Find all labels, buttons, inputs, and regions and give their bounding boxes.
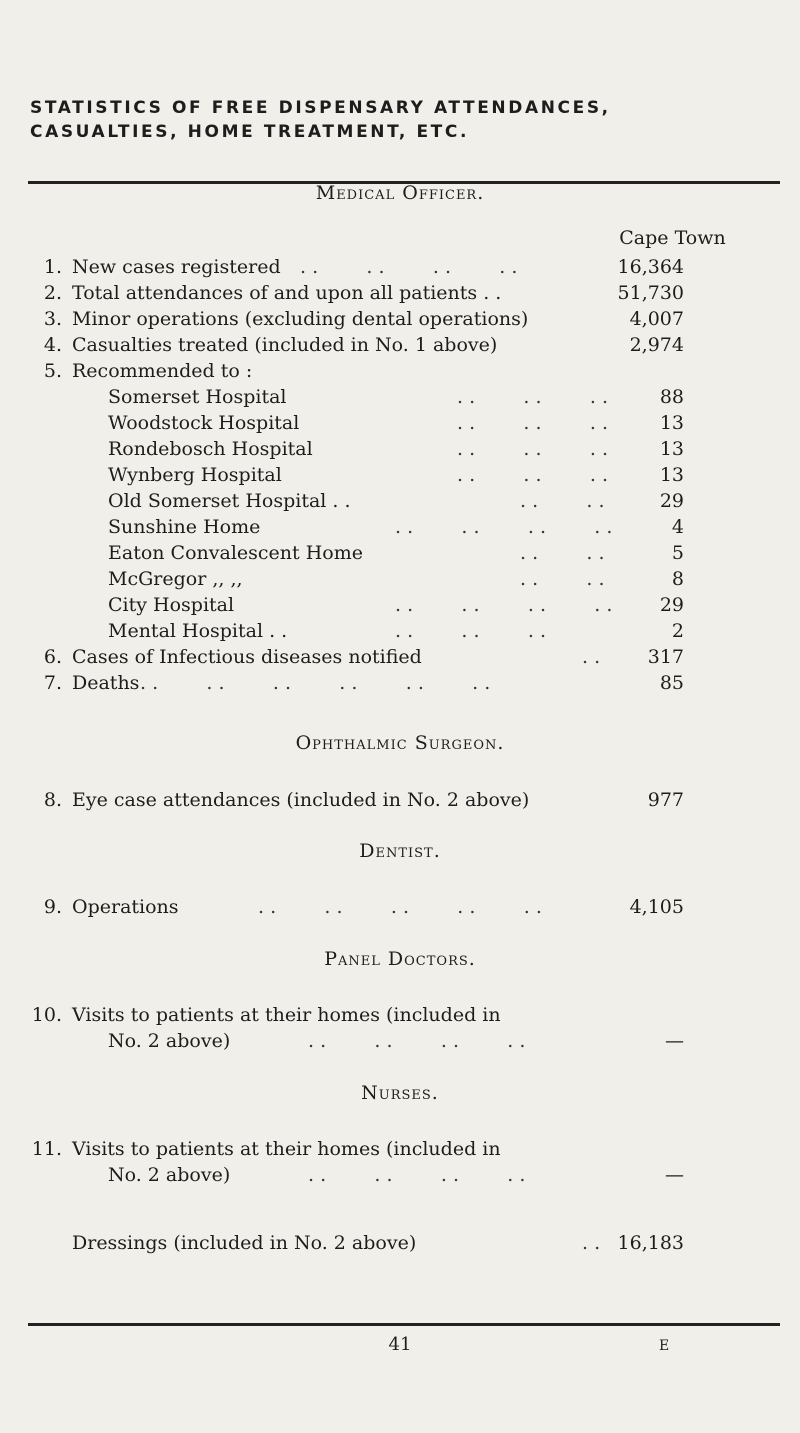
- bottom-rule: [28, 1323, 780, 1326]
- sub-row-value: 5: [671, 542, 684, 564]
- leader-dots: . . . . . . . .: [300, 256, 518, 278]
- sub-row: [0, 488, 800, 514]
- section-ophthalmic-surgeon: Ophthalmic Surgeon.: [295, 732, 505, 754]
- row-label-line-1: Visits to patients at their homes (included in: [72, 1004, 501, 1026]
- row-label: Eye case attendances (included in No. 2 above): [72, 789, 530, 811]
- page-number: 41: [388, 1334, 412, 1355]
- table-row: [0, 332, 800, 358]
- sub-row-label: McGregor ,, ,,: [108, 568, 243, 590]
- row-number: 8.: [43, 789, 62, 811]
- sub-row: [0, 514, 800, 540]
- row-value: 16,364: [617, 256, 684, 278]
- row-number: 7.: [43, 672, 62, 694]
- section-medical-officer: Medical Officer.: [315, 182, 485, 204]
- leader-dots: . . . . . .: [457, 386, 608, 408]
- sub-row: [0, 618, 800, 644]
- page-heading: [30, 96, 770, 144]
- leader-dots: . . . . . . . . . . . .: [140, 672, 491, 694]
- sub-row-value: 4: [671, 516, 684, 538]
- sub-row: [0, 410, 800, 436]
- leader-dots: . . . .: [520, 568, 605, 590]
- sub-row: [0, 592, 800, 618]
- leader-dots: . . . . . . . .: [395, 516, 613, 538]
- sub-row: [0, 436, 800, 462]
- row-number: 9.: [43, 896, 62, 918]
- sub-row-label: Rondebosch Hospital: [108, 438, 313, 460]
- sub-row-label: Old Somerset Hospital . .: [108, 490, 351, 512]
- dressings-row: [0, 1230, 800, 1256]
- row-label-line-2: No. 2 above): [108, 1164, 231, 1186]
- sub-row-value: 2: [671, 620, 684, 642]
- leader-dots: . .: [582, 1232, 601, 1254]
- sub-row-value: 8: [671, 568, 684, 590]
- row-value: 317: [647, 646, 684, 668]
- row-label-line-2: No. 2 above): [108, 1030, 231, 1052]
- row-label: Minor operations (excluding dental operations): [72, 308, 529, 330]
- sub-row-label: Wynberg Hospital: [108, 464, 282, 486]
- sub-row-value: 29: [659, 594, 684, 616]
- leader-dots: . . . . . .: [457, 464, 608, 486]
- sub-row-value: 29: [659, 490, 684, 512]
- sub-row-label: Mental Hospital . .: [108, 620, 288, 642]
- sub-row: [0, 462, 800, 488]
- leader-dots: . . . . . .: [457, 438, 608, 460]
- row-label: Deaths: [72, 672, 140, 694]
- row-value: 4,105: [629, 896, 684, 918]
- row-value: 4,007: [629, 308, 684, 330]
- column-header-cape-town: Cape Town: [619, 227, 726, 249]
- table-row: [0, 644, 800, 670]
- section-dentist: Dentist.: [359, 840, 441, 862]
- sub-row: [0, 384, 800, 410]
- row-number: 5.: [43, 360, 62, 382]
- row-number: 4.: [43, 334, 62, 356]
- row-label: Recommended to :: [72, 360, 253, 382]
- leader-dots: . . . .: [520, 542, 605, 564]
- row-label: New cases registered: [72, 256, 281, 278]
- dressings-label: Dressings (included in No. 2 above): [72, 1232, 417, 1254]
- leader-dots: . . . . . .: [395, 620, 546, 642]
- row-number: 3.: [43, 308, 62, 330]
- row-number: 6.: [43, 646, 62, 668]
- row-value: 2,974: [629, 334, 684, 356]
- section-panel-doctors: Panel Doctors.: [324, 948, 476, 970]
- table-row: [0, 1136, 800, 1162]
- row-number: 1.: [43, 256, 62, 278]
- heading-line-1: STATISTICS OF FREE DISPENSARY ATTENDANCES,: [30, 98, 611, 118]
- row-value: —: [665, 1030, 684, 1052]
- row-number: 11.: [31, 1138, 62, 1160]
- leader-dots: . . . . . . . .: [308, 1030, 526, 1052]
- table-row: [0, 787, 800, 813]
- leader-dots: . . . . . . . . . .: [258, 896, 542, 918]
- leader-dots: . . . .: [520, 490, 605, 512]
- sub-row-value: 13: [659, 412, 684, 434]
- table-row: [0, 358, 800, 384]
- sub-row-label: Eaton Convalescent Home: [108, 542, 363, 564]
- row-number: 2.: [43, 282, 62, 304]
- heading-line-2: CASUALTIES, HOME TREATMENT, ETC.: [30, 122, 469, 142]
- sub-row-value: 13: [659, 438, 684, 460]
- row-label: Operations: [72, 896, 179, 918]
- table-row: [0, 894, 800, 920]
- table-row-continuation: [0, 1028, 800, 1054]
- sub-row-value: 88: [659, 386, 684, 408]
- row-label: Casualties treated (included in No. 1 above): [72, 334, 498, 356]
- sub-row: [0, 540, 800, 566]
- sub-row-label: Woodstock Hospital: [108, 412, 300, 434]
- leader-dots: . . . . . .: [457, 412, 608, 434]
- dressings-value: 16,183: [617, 1232, 684, 1254]
- table-row: [0, 254, 800, 280]
- sub-row-value: 13: [659, 464, 684, 486]
- leader-dots: . . . . . . . .: [395, 594, 613, 616]
- row-label-line-1: Visits to patients at their homes (included in: [72, 1138, 501, 1160]
- table-row-continuation: [0, 1162, 800, 1188]
- row-value: —: [665, 1164, 684, 1186]
- row-label: Cases of Infectious diseases notified: [72, 646, 422, 668]
- row-label: Total attendances of and upon all patients . .: [72, 282, 502, 304]
- table-row: [0, 1002, 800, 1028]
- row-value: 85: [659, 672, 684, 694]
- table-row: [0, 670, 800, 696]
- leader-dots: . . . . . . . .: [308, 1164, 526, 1186]
- sub-row-label: Somerset Hospital: [108, 386, 287, 408]
- table-row: [0, 280, 800, 306]
- row-number: 10.: [31, 1004, 62, 1026]
- section-nurses: Nurses.: [361, 1082, 439, 1104]
- signature-letter: E: [659, 1338, 670, 1354]
- sub-row: [0, 566, 800, 592]
- row-value: 977: [647, 789, 684, 811]
- sub-row-label: Sunshine Home: [108, 516, 261, 538]
- row-value: 51,730: [617, 282, 684, 304]
- sub-row-label: City Hospital: [108, 594, 235, 616]
- leader-dots: . .: [582, 646, 601, 668]
- table-row: [0, 306, 800, 332]
